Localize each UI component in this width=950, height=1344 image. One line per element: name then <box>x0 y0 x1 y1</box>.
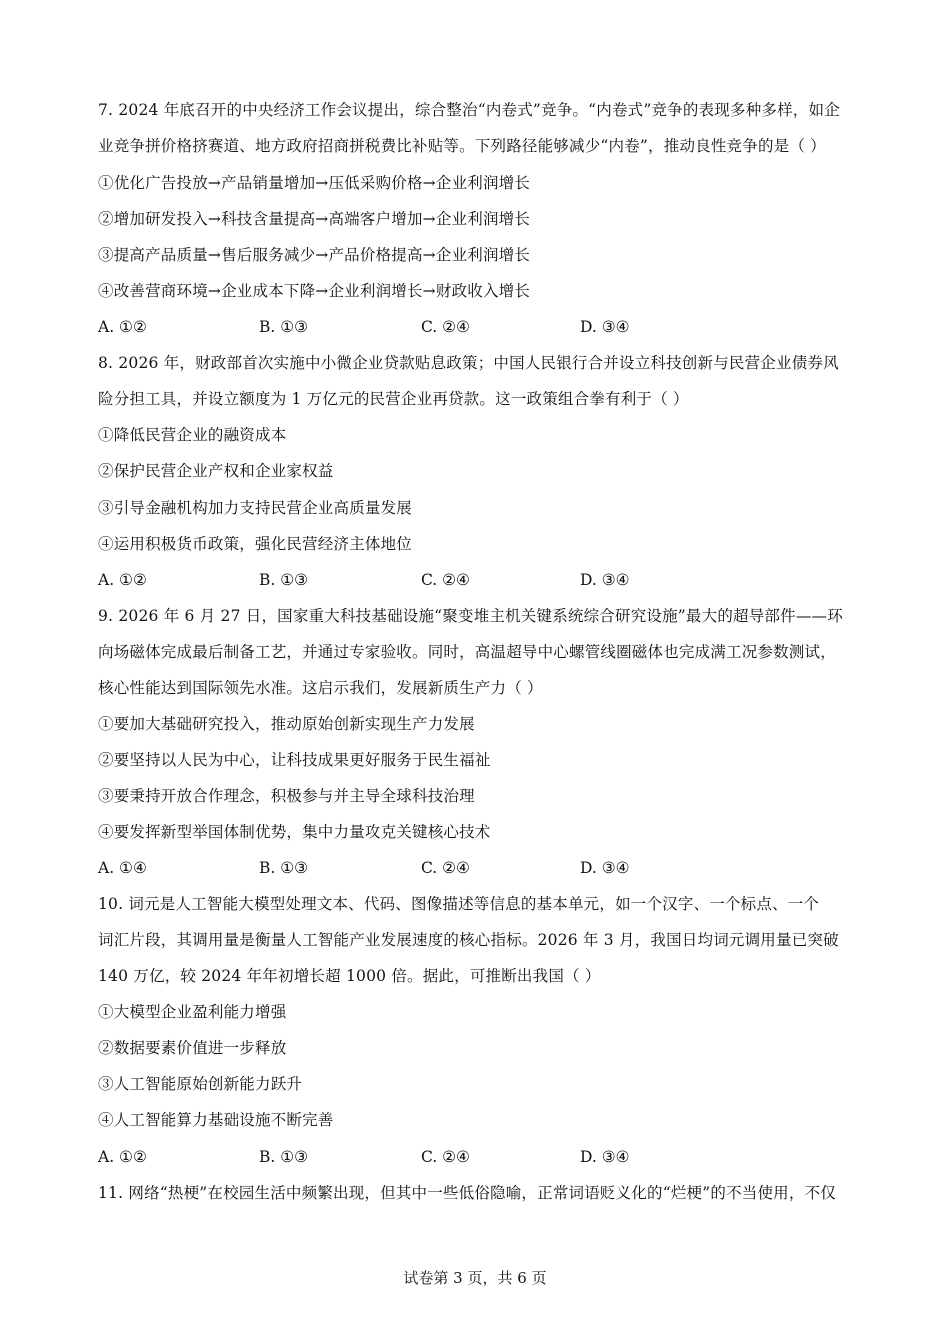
q10-option-a: A. ①② <box>98 1148 147 1166</box>
page-footer: 试卷第 3 页，共 6 页 <box>403 1269 547 1287</box>
q10-item-1: ①大模型企业盈利能力增强 <box>98 1003 287 1021</box>
q9-item-3: ③要秉持开放合作理念，积极参与并主导全球科技治理 <box>98 787 475 805</box>
q7-option-d: D. ③④ <box>580 318 630 336</box>
q8-option-d: D. ③④ <box>580 571 630 589</box>
q10-stem-line-1: 10. 词元是人工智能大模型处理文本、代码、图像描述等信息的基本单元，如一个汉字、一个标点、一个 <box>98 895 820 913</box>
q8-stem-line-1: 8. 2026 年，财政部首次实施中小微企业贷款贴息政策；中国人民银行合并设立科技创新与民营企业债券风 <box>98 354 839 372</box>
q8-item-2: ②保护民营企业产权和企业家权益 <box>98 462 334 480</box>
q10-item-2: ②数据要素价值进一步释放 <box>98 1039 287 1057</box>
q9-option-d: D. ③④ <box>580 859 630 877</box>
q9-stem-line-1: 9. 2026 年 6 月 27 日，国家重大科技基础设施“聚变堆主机关键系统综合研究设施”最大的超导部件——环 <box>98 607 843 625</box>
q10-stem-line-2: 词汇片段，其调用量是衡量人工智能产业发展速度的核心指标。2026 年 3 月，我国日均词元调用量已突破 <box>98 931 839 949</box>
q8-item-3: ③引导金融机构加力支持民营企业高质量发展 <box>98 499 413 517</box>
q7-option-c: C. ②④ <box>421 318 470 336</box>
q7-item-4: ④改善营商环境→企业成本下降→企业利润增长→财政收入增长 <box>98 282 531 300</box>
q9-option-c: C. ②④ <box>421 859 470 877</box>
q9-item-1: ①要加大基础研究投入，推动原始创新实现生产力发展 <box>98 715 475 733</box>
q8-option-b: B. ①③ <box>259 571 309 589</box>
q8-item-4: ④运用积极货币政策，强化民营经济主体地位 <box>98 535 413 553</box>
q7-item-1: ①优化广告投放→产品销量增加→压低采购价格→企业利润增长 <box>98 174 531 192</box>
q8-stem-line-2: 险分担工具，并设立额度为 1 万亿元的民营企业再贷款。这一政策组合拳有利于（ ） <box>98 390 689 408</box>
q8-item-1: ①降低民营企业的融资成本 <box>98 426 287 444</box>
q9-stem-line-2: 向场磁体完成最后制备工艺，并通过专家验收。同时，高温超导中心螺管线圈磁体也完成满工况参数测试， <box>98 643 836 661</box>
q9-stem-line-3: 核心性能达到国际领先水准。这启示我们，发展新质生产力（ ） <box>98 679 543 697</box>
q9-item-2: ②要坚持以人民为中心，让科技成果更好服务于民生福祉 <box>98 751 491 769</box>
q7-item-3: ③提高产品质量→售后服务减少→产品价格提高→企业利润增长 <box>98 246 531 264</box>
q7-option-a: A. ①② <box>98 318 147 336</box>
q9-item-4: ④要发挥新型举国体制优势，集中力量攻克关键核心技术 <box>98 823 491 841</box>
q10-option-d: D. ③④ <box>580 1148 630 1166</box>
q9-option-a: A. ①④ <box>98 859 147 877</box>
q10-option-b: B. ①③ <box>259 1148 309 1166</box>
q10-stem-line-3: 140 万亿，较 2024 年年初增长超 1000 倍。据此，可推断出我国（ ） <box>98 967 601 985</box>
q8-option-a: A. ①② <box>98 571 147 589</box>
q8-option-c: C. ②④ <box>421 571 470 589</box>
q11-stem-line-1: 11. 网络“热梗”在校园生活中频繁出现，但其中一些低俗隐喻，正常词语贬义化的“烂梗”的不当使用，不仅 <box>98 1184 836 1202</box>
q7-item-2: ②增加研发投入→科技含量提高→高端客户增加→企业利润增长 <box>98 210 531 228</box>
q7-option-b: B. ①③ <box>259 318 309 336</box>
q9-option-b: B. ①③ <box>259 859 309 877</box>
q7-stem-line-1: 7. 2024 年底召开的中央经济工作会议提出，综合整治“内卷式”竞争。“内卷式”竞争的表现多种多样，如企 <box>98 101 840 119</box>
q10-option-c: C. ②④ <box>421 1148 470 1166</box>
q10-item-3: ③人工智能原始创新能力跃升 <box>98 1075 303 1093</box>
q7-stem-line-2: 业竞争拼价格挤赛道、地方政府招商拼税费比补贴等。下列路径能够减少“内卷”，推动良性竞争的是（ ） <box>98 137 826 155</box>
q10-item-4: ④人工智能算力基础设施不断完善 <box>98 1111 334 1129</box>
